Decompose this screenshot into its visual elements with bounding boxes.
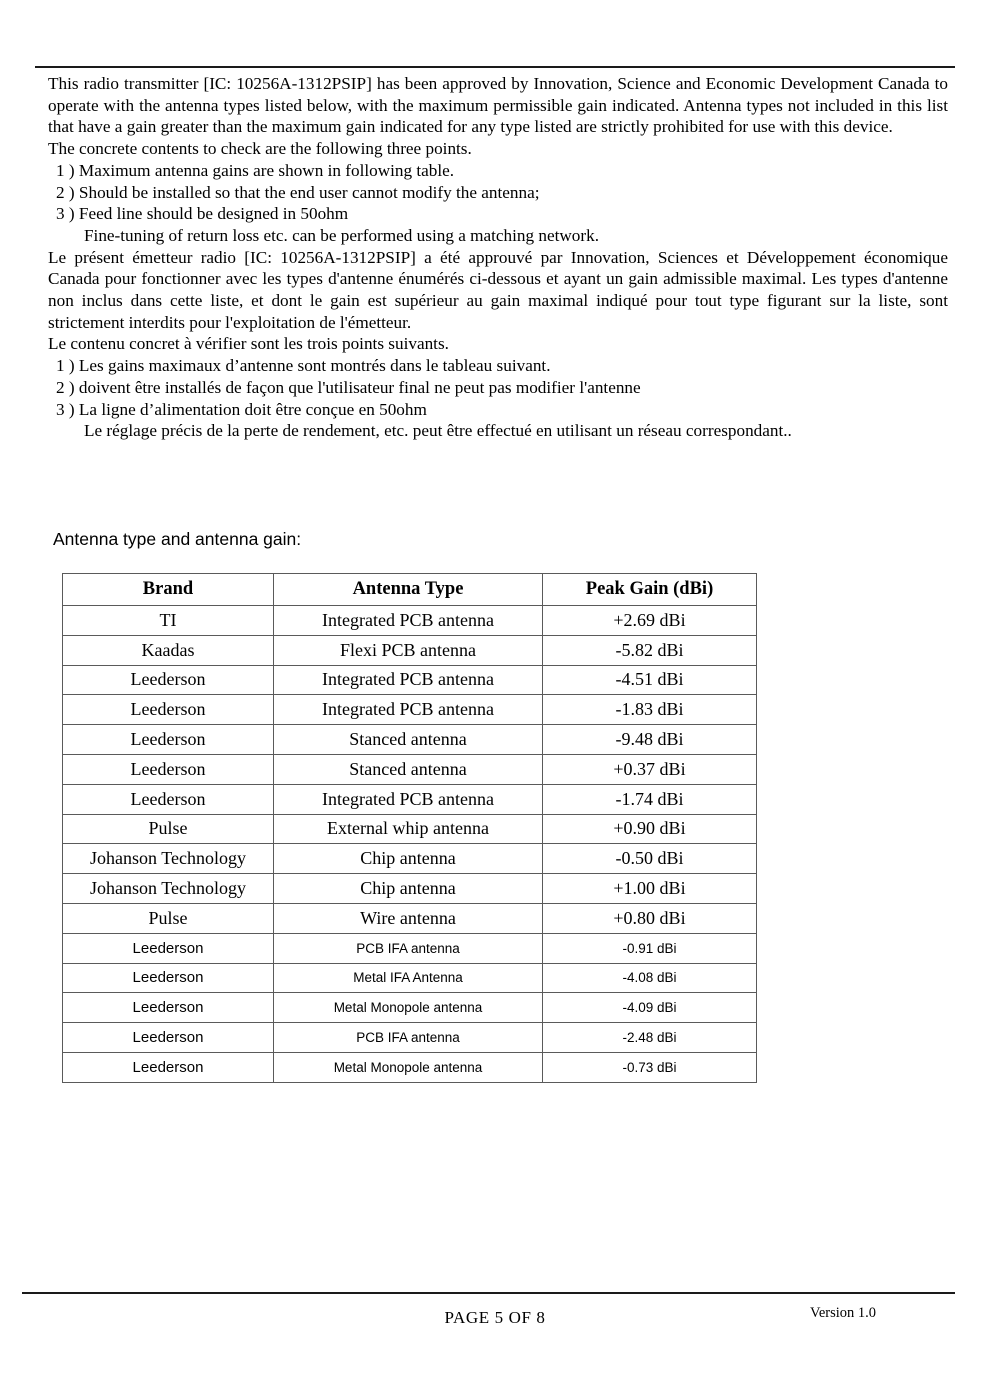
cell-brand: Leederson [63, 784, 274, 814]
french-list-item-2: 2 ) doivent être installés de façon que l'utilisateur final ne peut pas modifier l'antenne [56, 377, 641, 397]
cell-peak-gain: -4.09 dBi [543, 993, 757, 1023]
cell-antenna-type: Integrated PCB antenna [274, 665, 543, 695]
footer-rule [22, 1292, 955, 1294]
cell-brand: Leederson [63, 665, 274, 695]
cell-peak-gain: -1.74 dBi [543, 784, 757, 814]
column-header-brand: Brand [63, 574, 274, 606]
cell-brand: Leederson [63, 1052, 274, 1082]
cell-brand: Johanson Technology [63, 844, 274, 874]
english-list-item-3: 3 ) Feed line should be designed in 50ohm [56, 204, 349, 224]
cell-brand: TI [63, 606, 274, 636]
cell-peak-gain: -4.51 dBi [543, 665, 757, 695]
english-list-item-2: 2 ) Should be installed so that the end user cannot modify the antenna; [56, 182, 540, 202]
paragraph-french-intro: Le contenu concret à vérifier sont les trois points suivants. [48, 334, 449, 354]
french-sub-note: Le réglage précis de la perte de rendement, etc. peut être effectué en utilisant un réseau correspondant.. [84, 421, 792, 441]
cell-antenna-type: Metal IFA Antenna [274, 963, 543, 993]
cell-peak-gain: -0.73 dBi [543, 1052, 757, 1082]
table-row [63, 754, 757, 784]
table-row [63, 963, 757, 993]
table-row [63, 933, 757, 963]
cell-antenna-type: Wire antenna [274, 903, 543, 933]
cell-peak-gain: -1.83 dBi [543, 695, 757, 725]
document-text-block [48, 73, 948, 442]
paragraph-english-intro: The concrete contents to check are the following three points. [48, 139, 472, 159]
table-row [63, 665, 757, 695]
table-body [63, 606, 757, 1083]
english-sub-note: Fine-tuning of return loss etc. can be performed using a matching network. [84, 225, 600, 245]
antenna-gain-table [62, 573, 757, 1083]
cell-brand: Leederson [63, 993, 274, 1023]
cell-peak-gain: +0.90 dBi [543, 814, 757, 844]
cell-peak-gain: -0.50 dBi [543, 844, 757, 874]
cell-brand: Leederson [63, 1023, 274, 1053]
cell-antenna-type: PCB IFA antenna [274, 1023, 543, 1053]
cell-peak-gain: +2.69 dBi [543, 606, 757, 636]
cell-brand: Leederson [63, 933, 274, 963]
cell-antenna-type: Flexi PCB antenna [274, 635, 543, 665]
cell-brand: Pulse [63, 903, 274, 933]
cell-antenna-type: Integrated PCB antenna [274, 695, 543, 725]
header-rule [35, 66, 955, 68]
cell-brand: Leederson [63, 695, 274, 725]
cell-peak-gain: -2.48 dBi [543, 1023, 757, 1053]
cell-peak-gain: +1.00 dBi [543, 874, 757, 904]
table-row [63, 784, 757, 814]
cell-antenna-type: Integrated PCB antenna [274, 606, 543, 636]
cell-brand: Leederson [63, 754, 274, 784]
paragraph-english-approval: This radio transmitter [IC: 10256A-1312PSIP] has been approved by Innovation, Science and Economic Development Canada to operate with the antenna types listed below, with the maximum permissible gain indicated. Antenna types not included in this list that have a gain greater than the maximum gain indicated for any type listed are strictly prohibited for use with this device. [48, 74, 948, 137]
table-row [63, 1052, 757, 1082]
antenna-gain-table-wrapper [62, 573, 756, 1083]
cell-antenna-type: Stanced antenna [274, 754, 543, 784]
cell-antenna-type: Chip antenna [274, 844, 543, 874]
table-row [63, 903, 757, 933]
footer-version: Version 1.0 [810, 1305, 877, 1321]
cell-antenna-type: PCB IFA antenna [274, 933, 543, 963]
cell-brand: Johanson Technology [63, 874, 274, 904]
table-caption: Antenna type and antenna gain: [53, 529, 302, 549]
cell-antenna-type: Stanced antenna [274, 725, 543, 755]
cell-peak-gain: -9.48 dBi [543, 725, 757, 755]
cell-brand: Pulse [63, 814, 274, 844]
table-header-row [63, 574, 757, 606]
english-list-item-1: 1 ) Maximum antenna gains are shown in following table. [56, 160, 455, 180]
french-list-item-3: 3 ) La ligne d’alimentation doit être conçue en 50ohm [56, 399, 427, 419]
cell-antenna-type: Chip antenna [274, 874, 543, 904]
footer-page-number: PAGE 5 OF 8 [444, 1308, 546, 1327]
table-row [63, 725, 757, 755]
table-row [63, 874, 757, 904]
cell-antenna-type: Integrated PCB antenna [274, 784, 543, 814]
cell-antenna-type: External whip antenna [274, 814, 543, 844]
cell-antenna-type: Metal Monopole antenna [274, 993, 543, 1023]
table-row [63, 1023, 757, 1053]
column-header-peak-gain: Peak Gain (dBi) [543, 574, 757, 606]
table-row [63, 814, 757, 844]
column-header-antenna-type: Antenna Type [274, 574, 543, 606]
cell-brand: Kaadas [63, 635, 274, 665]
cell-brand: Leederson [63, 963, 274, 993]
table-row [63, 993, 757, 1023]
french-list-item-1: 1 ) Les gains maximaux d’antenne sont montrés dans le tableau suivant. [56, 356, 551, 376]
table-row [63, 606, 757, 636]
cell-peak-gain: -0.91 dBi [543, 933, 757, 963]
cell-peak-gain: +0.37 dBi [543, 754, 757, 784]
cell-brand: Leederson [63, 725, 274, 755]
table-row [63, 844, 757, 874]
paragraph-french-approval: Le présent émetteur radio [IC: 10256A-1312PSIP] a été approuvé par Innovation, Sciences et Développement économique Canada pour fonctionner avec les types d'antenne énumérés ci-dessous et ayant un gain admissible maximal. Les types d'antenne non inclus dans cette liste, et dont le gain est supérieur au gain maximal indiqué pour tout type figurant sur la liste, sont strictement interdits pour l'exploitation de l'émetteur. [48, 247, 948, 332]
cell-peak-gain: +0.80 dBi [543, 903, 757, 933]
table-row [63, 635, 757, 665]
table-row [63, 695, 757, 725]
cell-peak-gain: -5.82 dBi [543, 635, 757, 665]
cell-peak-gain: -4.08 dBi [543, 963, 757, 993]
cell-antenna-type: Metal Monopole antenna [274, 1052, 543, 1082]
